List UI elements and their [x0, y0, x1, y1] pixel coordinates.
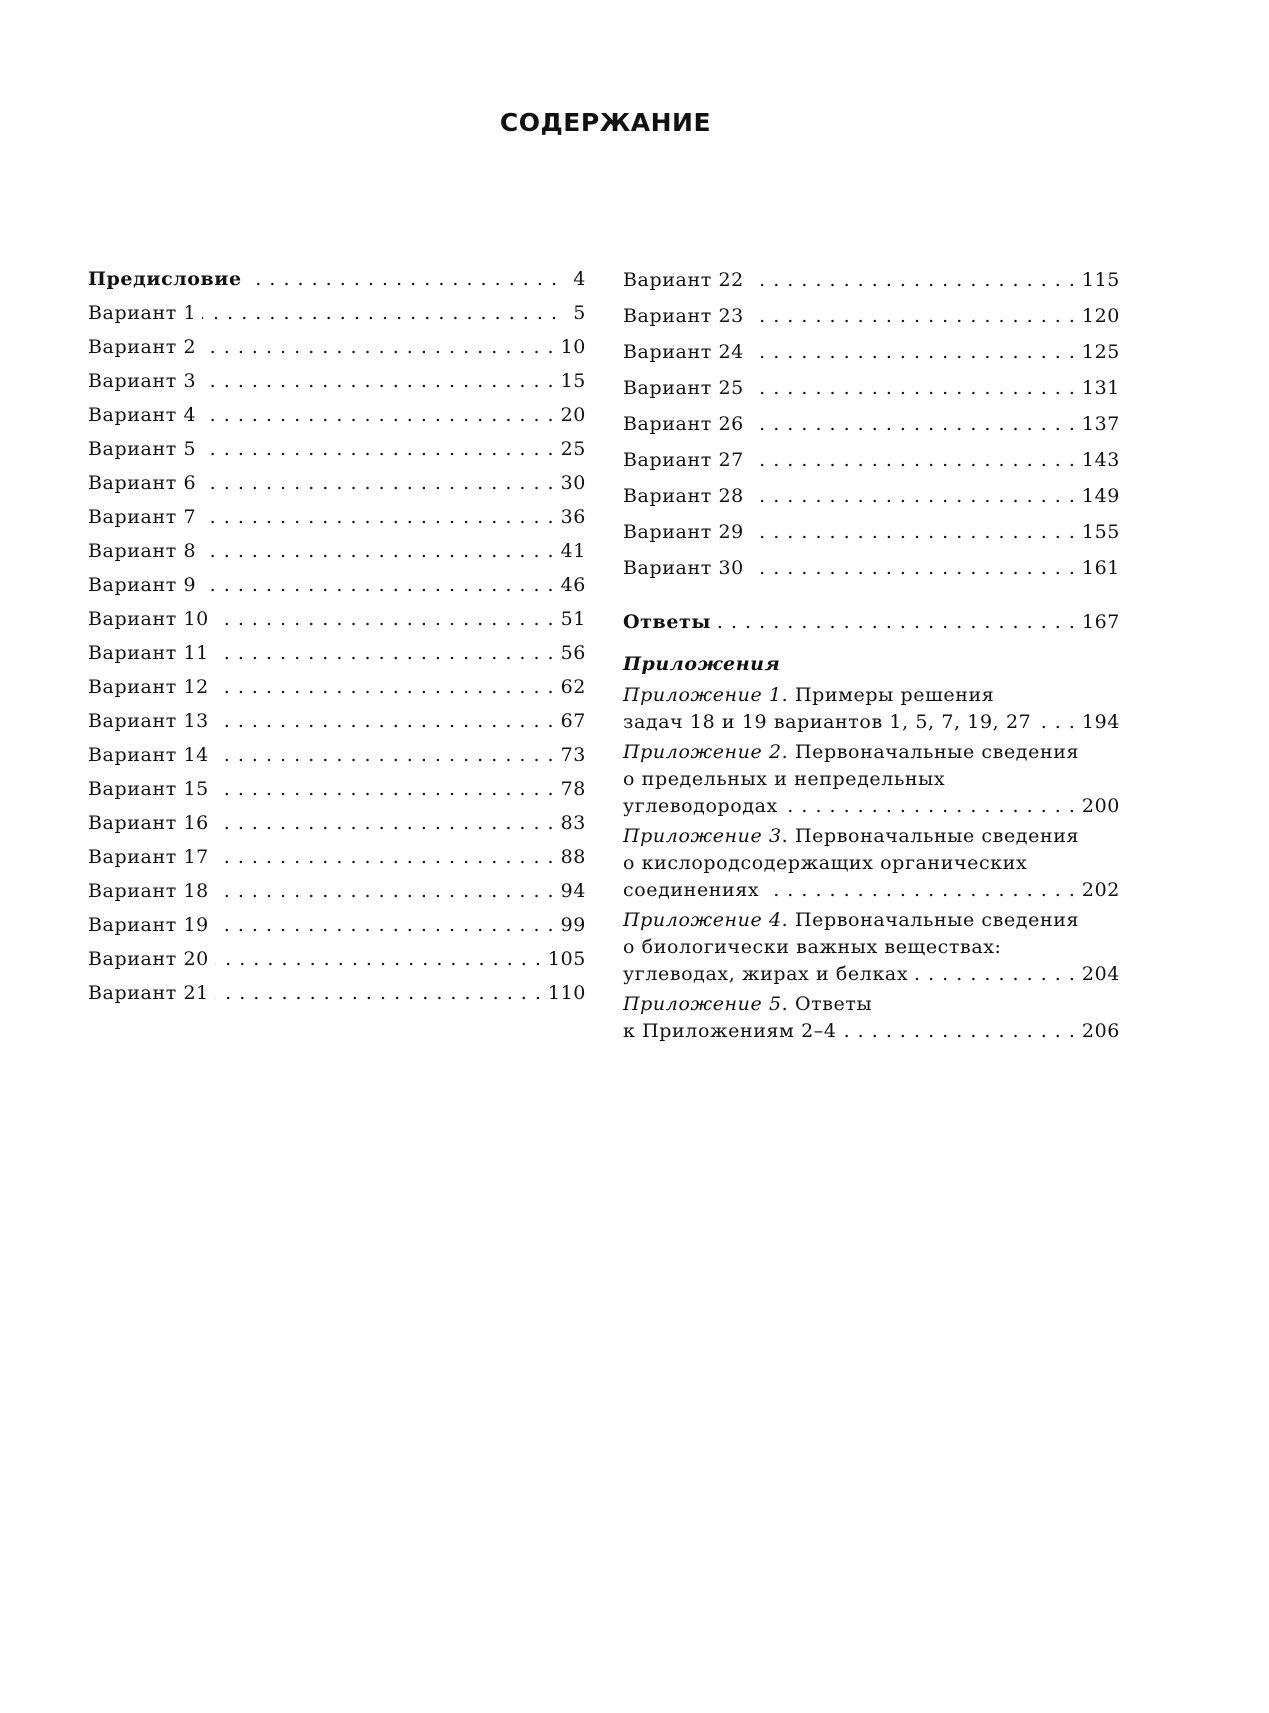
toc-entry-label: Ответы [623, 611, 712, 633]
leader-dots [765, 877, 1076, 904]
toc-entry-page: 62 [560, 676, 586, 698]
toc-entry-label: Вариант 20 [88, 948, 209, 970]
toc-entry-page: 120 [1081, 305, 1120, 327]
appendices-heading: Приложения [623, 653, 781, 675]
leader-dots [750, 550, 1076, 586]
toc-entry[interactable] [88, 296, 586, 330]
leader-dots [750, 406, 1076, 442]
toc-entry-label: Вариант 23 [623, 305, 744, 327]
toc-entry-page: 51 [560, 608, 586, 630]
toc-entry[interactable] [623, 334, 1120, 370]
toc-entry-page: 5 [573, 302, 586, 324]
leader-dots [215, 874, 555, 908]
appendix-entry[interactable] [623, 991, 1120, 1045]
leader-dots [202, 500, 554, 534]
leader-dots [215, 636, 555, 670]
toc-entry-page: 73 [560, 744, 586, 766]
leader-dots [248, 262, 558, 296]
toc-entry[interactable] [88, 942, 586, 976]
toc-entry-page: 204 [1081, 963, 1120, 985]
toc-entry-label: задач 18 и 19 вариантов 1, 5, 7, 19, 27 [623, 711, 1032, 733]
toc-entry-page: 143 [1081, 449, 1120, 471]
toc-entry[interactable] [88, 466, 586, 500]
toc-entry[interactable] [88, 908, 586, 942]
toc-entry-page: 15 [560, 370, 586, 392]
toc-entry-label: Вариант 2 [88, 336, 197, 358]
leader-dots [215, 670, 555, 704]
appendix-text: о биологически важных веществах: [623, 936, 1002, 958]
leader-dots [750, 370, 1076, 406]
appendix-line [623, 682, 1120, 709]
appendix-text: . Первоначальные сведения [781, 909, 1080, 931]
appendix-text: . Первоначальные сведения [781, 825, 1080, 847]
toc-entry[interactable] [88, 568, 586, 602]
leader-dots [215, 840, 555, 874]
toc-entry-label: Вариант 13 [88, 710, 209, 732]
toc-entry-page: 110 [547, 982, 586, 1004]
toc-entry-page: 20 [560, 404, 586, 426]
toc-entry-page: 10 [560, 336, 586, 358]
toc-entry[interactable] [88, 772, 586, 806]
appendix-line [623, 739, 1120, 766]
toc-entry-page: 202 [1081, 879, 1120, 901]
toc-entry-page: 194 [1081, 711, 1120, 733]
toc-entry-label: Предисловие [88, 268, 242, 290]
toc-entry-page: 125 [1081, 341, 1120, 363]
toc-entry-label: Вариант 3 [88, 370, 197, 392]
toc-entry[interactable] [88, 364, 586, 398]
toc-entry-label: к Приложениям 2–4 [623, 1020, 837, 1042]
toc-entry[interactable] [623, 514, 1120, 550]
toc-entry-page: 115 [1081, 269, 1120, 291]
toc-entry-label: Вариант 5 [88, 438, 197, 460]
leader-dots [750, 442, 1076, 478]
toc-entry[interactable] [623, 262, 1120, 298]
appendix-title: Приложение 5 [623, 993, 782, 1015]
leader-dots [750, 514, 1076, 550]
leader-dots [784, 793, 1076, 820]
toc-entry-page: 36 [560, 506, 586, 528]
leader-dots [215, 704, 555, 738]
toc-entry-label: Вариант 11 [88, 642, 209, 664]
appendix-last-line[interactable] [623, 709, 1120, 736]
leader-dots [202, 296, 558, 330]
toc-entry-page: 99 [560, 914, 586, 936]
toc-entry-label: Вариант 18 [88, 880, 209, 902]
appendix-last-line[interactable] [623, 1018, 1120, 1045]
leader-dots [750, 298, 1076, 334]
toc-entry-page: 206 [1081, 1020, 1120, 1042]
toc-entry-page: 56 [560, 642, 586, 664]
page-title: СОДЕРЖАНИЕ [499, 108, 712, 137]
toc-entry-label: Вариант 12 [88, 676, 209, 698]
toc-entry[interactable] [623, 442, 1120, 478]
toc-right-column [623, 262, 1120, 1048]
toc-entry[interactable] [88, 500, 586, 534]
leader-dots [215, 976, 542, 1010]
toc-entry-page: 83 [560, 812, 586, 834]
toc-entry-page: 4 [573, 268, 586, 290]
toc-entry[interactable] [623, 478, 1120, 514]
leader-dots [202, 330, 554, 364]
toc-entry-page: 161 [1081, 557, 1120, 579]
leader-dots [202, 466, 554, 500]
toc-entry-label: Вариант 4 [88, 404, 197, 426]
toc-entry-label: Вариант 24 [623, 341, 744, 363]
toc-entry-page: 67 [560, 710, 586, 732]
toc-entry-page: 200 [1081, 795, 1120, 817]
toc-entry-answers[interactable] [623, 604, 1120, 640]
appendix-last-line[interactable] [623, 961, 1120, 988]
toc-entry-label: Вариант 19 [88, 914, 209, 936]
toc-entry[interactable] [88, 602, 586, 636]
toc-entry[interactable] [623, 370, 1120, 406]
appendix-title: Приложение 2 [623, 741, 782, 763]
toc-entry[interactable] [88, 398, 586, 432]
appendix-title: Приложение 3 [623, 825, 782, 847]
appendix-entry[interactable] [623, 739, 1120, 820]
leader-dots [215, 738, 555, 772]
toc-entry-label: соединениях [623, 879, 760, 901]
toc-entry[interactable] [88, 738, 586, 772]
toc-entry[interactable] [623, 406, 1120, 442]
toc-entry[interactable] [88, 806, 586, 840]
leader-dots [215, 908, 555, 942]
leader-dots [750, 478, 1076, 514]
toc-entry[interactable] [88, 262, 586, 296]
toc-entry-label: углеводородах [623, 795, 778, 817]
toc-entry-label: Вариант 10 [88, 608, 209, 630]
toc-entry[interactable] [88, 432, 586, 466]
leader-dots [202, 364, 554, 398]
toc-entry-page: 46 [560, 574, 586, 596]
toc-entry-label: Вариант 30 [623, 557, 744, 579]
toc-entry-page: 30 [560, 472, 586, 494]
appendix-line [623, 991, 1120, 1018]
appendix-line [623, 823, 1120, 850]
toc-entry[interactable] [88, 534, 586, 568]
leader-dots [1037, 709, 1076, 736]
toc-entry-page: 149 [1081, 485, 1120, 507]
toc-entry[interactable] [88, 636, 586, 670]
toc-entry-label: Вариант 17 [88, 846, 209, 868]
appendix-text: о предельных и непредельных [623, 768, 946, 790]
toc-entry-label: Вариант 8 [88, 540, 197, 562]
toc-entry-label: Вариант 28 [623, 485, 744, 507]
appendix-line [623, 850, 1120, 877]
toc-entry-label: Вариант 29 [623, 521, 744, 543]
toc-entry-page: 131 [1081, 377, 1120, 399]
leader-dots [717, 604, 1076, 640]
toc-entry-label: Вариант 14 [88, 744, 209, 766]
toc-entry-label: Вариант 1 [88, 302, 197, 324]
leader-dots [914, 961, 1076, 988]
toc-entry[interactable] [88, 330, 586, 364]
appendix-line [623, 934, 1120, 961]
appendix-title: Приложение 1 [623, 684, 782, 706]
leader-dots [215, 806, 555, 840]
toc-entry-page: 167 [1081, 611, 1120, 633]
toc-entry-label: Вариант 21 [88, 982, 209, 1004]
toc-entry[interactable] [623, 298, 1120, 334]
leader-dots [202, 568, 554, 602]
toc-entry[interactable] [88, 976, 586, 1010]
toc-entry[interactable] [88, 840, 586, 874]
appendix-text: . Примеры решения [781, 684, 995, 706]
leader-dots [750, 334, 1076, 370]
appendix-entry[interactable] [623, 907, 1120, 988]
leader-dots [202, 432, 554, 466]
leader-dots [202, 398, 554, 432]
toc-left-column [88, 262, 586, 1010]
toc-entry-page: 25 [560, 438, 586, 460]
toc-entry[interactable] [88, 874, 586, 908]
toc-entry-label: Вариант 6 [88, 472, 197, 494]
toc-entry-label: Вариант 16 [88, 812, 209, 834]
leader-dots [215, 602, 555, 636]
toc-entry[interactable] [88, 704, 586, 738]
appendix-text: о кислородсодержащих органических [623, 852, 1028, 874]
toc-entry-label: Вариант 7 [88, 506, 197, 528]
leader-dots [202, 534, 554, 568]
appendix-entry[interactable] [623, 823, 1120, 904]
leader-dots [215, 772, 555, 806]
appendix-text: . Первоначальные сведения [781, 741, 1080, 763]
appendix-title: Приложение 4 [623, 909, 782, 931]
toc-entry-label: Вариант 9 [88, 574, 197, 596]
appendix-line [623, 766, 1120, 793]
toc-entry-label: Вариант 15 [88, 778, 209, 800]
toc-entry-page: 94 [560, 880, 586, 902]
leader-dots [750, 262, 1076, 298]
appendix-entry[interactable] [623, 682, 1120, 736]
toc-entry-page: 105 [547, 948, 586, 970]
toc-entry-label: Вариант 27 [623, 449, 744, 471]
toc-entry[interactable] [88, 670, 586, 704]
appendix-text: . Ответы [781, 993, 873, 1015]
toc-entry-page: 88 [560, 846, 586, 868]
toc-entry-label: Вариант 22 [623, 269, 744, 291]
toc-entry-label: Вариант 26 [623, 413, 744, 435]
toc-entry-page: 137 [1081, 413, 1120, 435]
appendix-last-line[interactable] [623, 877, 1120, 904]
toc-entry-page: 78 [560, 778, 586, 800]
toc-entry-label: Вариант 25 [623, 377, 744, 399]
appendix-line [623, 907, 1120, 934]
toc-entry-page: 155 [1081, 521, 1120, 543]
toc-entry[interactable] [623, 550, 1120, 586]
toc-entry-page: 41 [560, 540, 586, 562]
toc-entry-label: углеводах, жирах и белках [623, 963, 909, 985]
leader-dots [843, 1018, 1076, 1045]
appendix-last-line[interactable] [623, 793, 1120, 820]
leader-dots [215, 942, 542, 976]
